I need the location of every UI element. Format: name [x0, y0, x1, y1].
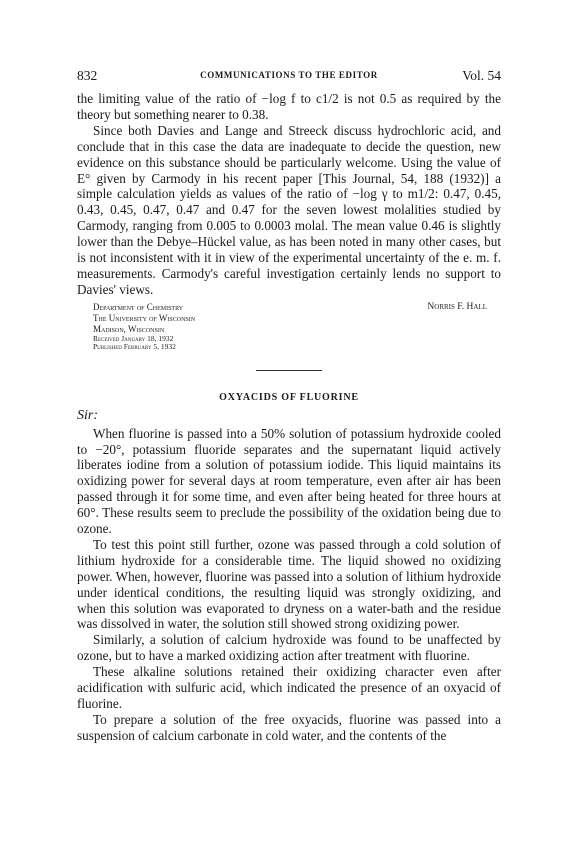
paragraph: When fluorine is passed into a 50% solution of potassium hydroxide cooled to −20°, potassium fluoride separates and the supernatant liquid actively liberates iodine from a solution of potassium iodide. This liquid maintains its oxidizing power for several days at room temperature, even after air has been passed through it for some time, and even after being heated for three hours at 60°. These results seem to preclude the possibility of the oxidation being due to ozone.: [77, 425, 501, 537]
affiliation-line: Department of Chemistry: [93, 301, 184, 312]
running-title: COMMUNICATIONS TO THE EDITOR: [200, 70, 378, 80]
affiliation-line: The University of Wisconsin: [93, 312, 196, 323]
published-date: Published February 5, 1932: [93, 341, 176, 351]
affiliation: [93, 302, 195, 351]
paragraph: These alkaline solutions retained their oxidizing character even after acidification with sulfuric acid, which indicated the presence of an oxyacid of fluorine.: [77, 664, 501, 711]
article-body: [77, 91, 501, 744]
author-name: Norris F. Hall: [427, 301, 487, 312]
paragraph: Since both Davies and Lange and Streeck discuss hydrochloric acid, and conclude that in this case the data are inadequate to decide the question, new evidence on this substance should be particularly welcome. Using the value of E° given by Carmody in his recent paper [This Journal, 54, 188 (1932)] a simple calculation yields as values of the ratio of −log γ to m1/2: 0.47, 0.45, 0.43, 0.45, 0.47, 0.47 and 0.47 for the seven lowest molalities studied by Carmody, ranging from 0.005 to 0.0003 molal. The mean value 0.46 is slightly lower than the Debye–Hückel value, as has been noted in many other cases, but is not inconsistent with it in view of the experimental uncertainty of the e. m. f. measurements. Carmody's careful investigation certainly lends no support to Davies' views.: [77, 122, 501, 297]
paragraph: Similarly, a solution of calcium hydroxide was found to be unaffected by ozone, but to have a marked oxidizing action after treatment with fluorine.: [77, 632, 501, 664]
page-header: [77, 68, 501, 84]
paragraph: the limiting value of the ratio of −log f to c1/2 is not 0.5 as required by the theory but something nearer to 0.38.: [77, 91, 501, 122]
salutation: Sir:: [77, 407, 98, 423]
received-date: Received January 18, 1932: [93, 333, 174, 343]
article-title: OXYACIDS OF FLUORINE: [219, 391, 359, 403]
volume-label: Vol. 54: [462, 68, 501, 83]
paragraph: To prepare a solution of the free oxyacids, fluorine was passed into a suspension of calcium carbonate in cold water, and the contents of the: [77, 711, 501, 743]
section-divider: [256, 370, 322, 371]
affiliation-line: Madison, Wisconsin: [93, 323, 165, 334]
signature-block: [77, 302, 501, 354]
page-number: 832: [77, 68, 98, 83]
paragraph: To test this point still further, ozone was passed through a cold solution of lithium hydroxide for a considerable time. The liquid showed no oxidizing power. When, however, fluorine was passed into a solution of lithium hydroxide under identical conditions, the resulting liquid was strongly oxidizing, and when this solution was evaporated to dryness on a water-bath and the residue was dissolved in water, the solution still showed strong oxidizing power.: [77, 536, 501, 632]
